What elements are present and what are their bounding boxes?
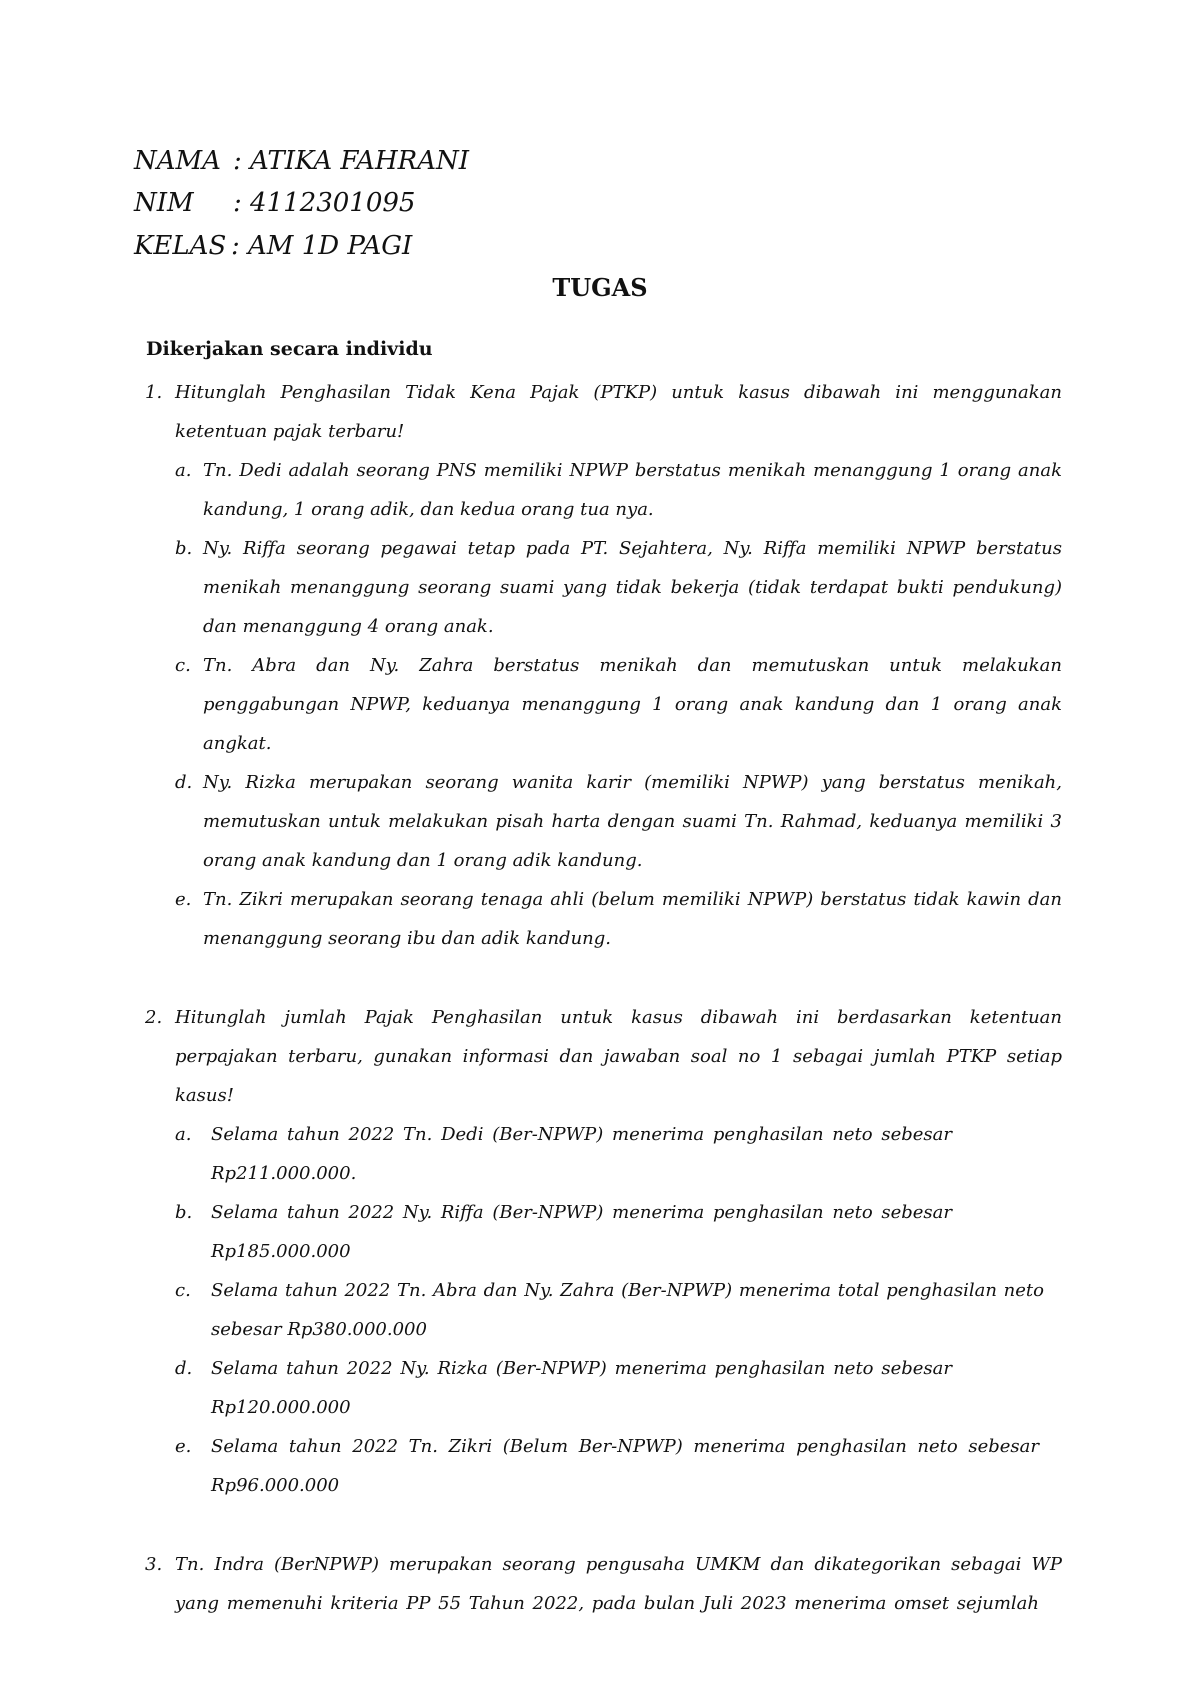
kelas-value: : AM 1D PAGI (231, 231, 413, 261)
q2-item-line: Rp96.000.000 (211, 1475, 340, 1496)
q1-item-line: Tn. Zikri merupakan seorang tenaga ahli (belum memiliki NPWP) berstatus tidak kawin dan (203, 889, 1062, 910)
q2-item-letter: e. (175, 1436, 192, 1457)
q2-item-line: Selama tahun 2022 Ny. Rizka (Ber-NPWP) menerima penghasilan neto sebesar (211, 1358, 952, 1379)
q3-line: yang memenuhi kriteria PP 55 Tahun 2022, pada bulan Juli 2023 menerima omset sejumlah (175, 1593, 1039, 1614)
q1-line: Hitunglah Penghasilan Tidak Kena Pajak (PTKP) untuk kasus dibawah ini menggunakan (175, 382, 1062, 403)
q2-line: perpajakan terbaru, gunakan informasi dan jawaban soal no 1 sebagai jumlah PTKP setiap (175, 1046, 1062, 1067)
q1-number: 1. (145, 382, 163, 403)
kelas-label: KELAS (134, 231, 227, 261)
q1-line: ketentuan pajak terbaru! (175, 421, 405, 442)
subtitle: Dikerjakan secara individu (146, 338, 433, 360)
q1-item-line: angkat. (203, 733, 272, 754)
q2-line: Hitunglah jumlah Pajak Penghasilan untuk kasus dibawah ini berdasarkan ketentuan (175, 1007, 1062, 1028)
q2-item-line: Rp185.000.000 (211, 1241, 351, 1262)
q2-item-line: Selama tahun 2022 Ny. Riffa (Ber-NPWP) menerima penghasilan neto sebesar (211, 1202, 952, 1223)
q2-item-line: Selama tahun 2022 Tn. Dedi (Ber-NPWP) menerima penghasilan neto sebesar (211, 1124, 952, 1145)
q2-item-letter: c. (175, 1280, 191, 1301)
q1-item-letter: b. (175, 538, 193, 559)
q2-item-letter: d. (175, 1358, 193, 1379)
nim-label: NIM (134, 188, 194, 218)
q1-item-line: Tn. Abra dan Ny. Zahra berstatus menikah dan memutuskan untuk melakukan (203, 655, 1062, 676)
q2-item-line: Selama tahun 2022 Tn. Zikri (Belum Ber-NPWP) menerima penghasilan neto sebesar (211, 1436, 1039, 1457)
q1-item-letter: e. (175, 889, 192, 910)
q1-item-line: Tn. Dedi adalah seorang PNS memiliki NPWP berstatus menikah menanggung 1 orang anak (203, 460, 1062, 481)
q2-item-line: Rp120.000.000 (211, 1397, 351, 1418)
q2-item-line: sebesar Rp380.000.000 (211, 1319, 427, 1340)
q2-line: kasus! (175, 1085, 234, 1106)
q1-item-line: menanggung seorang ibu dan adik kandung. (203, 928, 611, 949)
q2-item-line: Rp211.000.000. (211, 1163, 357, 1184)
q1-item-line: orang anak kandung dan 1 orang adik kandung. (203, 850, 643, 871)
q1-item-line: memutuskan untuk melakukan pisah harta dengan suami Tn. Rahmad, keduanya memiliki 3 (203, 811, 1062, 832)
q1-item-letter: c. (175, 655, 191, 676)
q1-item-line: kandung, 1 orang adik, dan kedua orang tua nya. (203, 499, 654, 520)
q1-item-line: penggabungan NPWP, keduanya menanggung 1 orang anak kandung dan 1 orang anak (203, 694, 1062, 715)
q1-item-letter: a. (175, 460, 192, 481)
name-label: NAMA (134, 146, 221, 176)
q3-number: 3. (145, 1554, 163, 1575)
q1-item-line: Ny. Rizka merupakan seorang wanita karir (memiliki NPWP) yang berstatus menikah, (203, 772, 1062, 793)
q1-item-line: Ny. Riffa seorang pegawai tetap pada PT. Sejahtera, Ny. Riffa memiliki NPWP berstatus (203, 538, 1062, 559)
q1-item-letter: d. (175, 772, 193, 793)
q1-item-line: menikah menanggung seorang suami yang tidak bekerja (tidak terdapat bukti pendukung) (203, 577, 1062, 598)
q1-item-line: dan menanggung 4 orang anak. (203, 616, 494, 637)
q2-item-letter: a. (175, 1124, 192, 1145)
q2-item-line: Selama tahun 2022 Tn. Abra dan Ny. Zahra (Ber-NPWP) menerima total penghasilan neto (211, 1280, 1044, 1301)
q2-item-letter: b. (175, 1202, 193, 1223)
q2-number: 2. (145, 1007, 163, 1028)
q3-line: Tn. Indra (BerNPWP) merupakan seorang pengusaha UMKM dan dikategorikan sebagai WP (175, 1554, 1062, 1575)
page-title: TUGAS (552, 273, 648, 302)
name-value: : ATIKA FAHRANI (233, 146, 470, 176)
nim-value: : 4112301095 (233, 188, 416, 218)
